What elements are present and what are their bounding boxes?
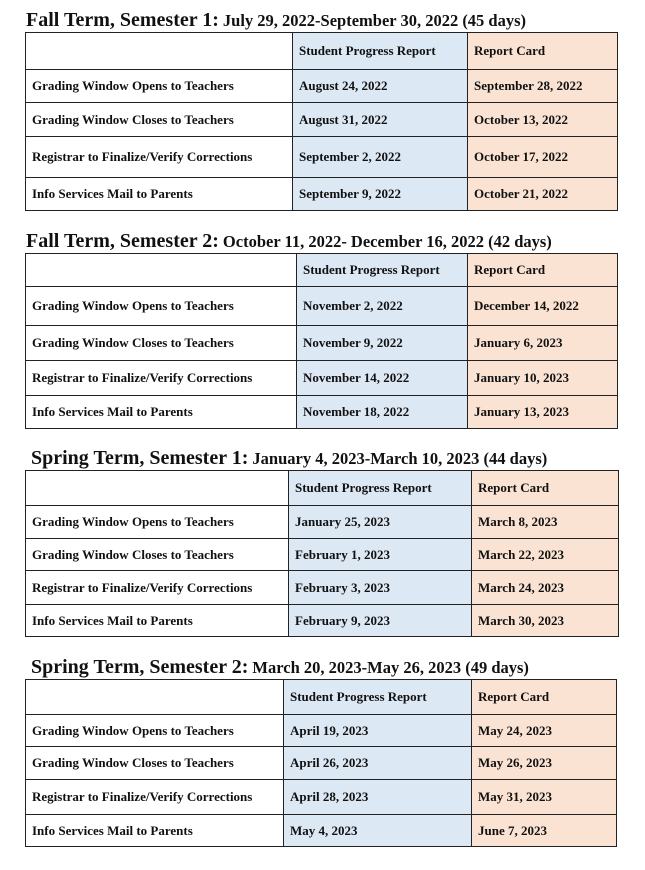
table-header-row [26, 33, 618, 70]
milestone-cell: Grading Window Closes to Teachers [26, 539, 289, 571]
term-label: Spring Term, Semester 1: [31, 447, 249, 469]
milestone-cell: Grading Window Opens to Teachers [26, 715, 284, 747]
milestone-cell: Registrar to Finalize/Verify Corrections [26, 780, 284, 815]
report-card-date-cell: March 24, 2023 [472, 571, 619, 605]
header-cell-blank [26, 254, 297, 287]
report-card-date-cell: May 26, 2023 [472, 747, 617, 780]
progress-date-cell: April 28, 2023 [284, 780, 472, 815]
report-card-date-cell: October 13, 2022 [468, 103, 618, 137]
report-card-date-cell: March 30, 2023 [472, 605, 619, 637]
progress-date-cell: September 9, 2022 [293, 178, 468, 211]
table-row [26, 571, 619, 605]
table-row [26, 815, 617, 847]
milestone-cell: Info Services Mail to Parents [26, 178, 293, 211]
table-row [26, 605, 619, 637]
milestone-cell: Grading Window Opens to Teachers [26, 506, 289, 539]
section-title-spring-sem2 [31, 657, 529, 677]
table-row [26, 780, 617, 815]
header-cell-report-card: Report Card [468, 254, 618, 287]
report-card-date-cell: June 7, 2023 [472, 815, 617, 847]
progress-date-cell: November 18, 2022 [297, 396, 468, 429]
milestone-cell: Grading Window Opens to Teachers [26, 287, 297, 326]
section-title-spring-sem1 [31, 448, 547, 468]
report-card-date-cell: January 6, 2023 [468, 326, 618, 361]
table-row [26, 178, 618, 211]
progress-date-cell: May 4, 2023 [284, 815, 472, 847]
table-row [26, 361, 618, 396]
milestone-cell: Grading Window Closes to Teachers [26, 326, 297, 361]
progress-date-cell: November 2, 2022 [297, 287, 468, 326]
report-card-date-cell: March 8, 2023 [472, 506, 619, 539]
header-cell-progress-report: Student Progress Report [289, 471, 472, 506]
term-label: Spring Term, Semester 2: [31, 656, 249, 678]
table-header-row [26, 471, 619, 506]
progress-date-cell: November 9, 2022 [297, 326, 468, 361]
table-row [26, 326, 618, 361]
report-card-date-cell: January 13, 2023 [468, 396, 618, 429]
section-title-fall-sem2 [26, 231, 552, 251]
header-cell-report-card: Report Card [472, 471, 619, 506]
header-cell-blank [26, 33, 293, 70]
schedule-table-spring-sem2 [25, 679, 617, 847]
milestone-cell: Info Services Mail to Parents [26, 605, 289, 637]
progress-date-cell: January 25, 2023 [289, 506, 472, 539]
report-card-date-cell: December 14, 2022 [468, 287, 618, 326]
report-card-date-cell: May 31, 2023 [472, 780, 617, 815]
report-card-date-cell: October 21, 2022 [468, 178, 618, 211]
schedule-table-spring-sem1 [25, 470, 619, 637]
table-row [26, 103, 618, 137]
report-card-date-cell: October 17, 2022 [468, 137, 618, 178]
table-row [26, 747, 617, 780]
table-row [26, 715, 617, 747]
report-card-date-cell: January 10, 2023 [468, 361, 618, 396]
header-cell-blank [26, 680, 284, 715]
header-cell-progress-report: Student Progress Report [293, 33, 468, 70]
progress-date-cell: August 31, 2022 [293, 103, 468, 137]
term-label: Fall Term, Semester 1: [26, 9, 219, 31]
header-cell-blank [26, 471, 289, 506]
schedule-table-fall-sem1 [25, 32, 618, 211]
table-row [26, 506, 619, 539]
progress-date-cell: February 3, 2023 [289, 571, 472, 605]
table-row [26, 287, 618, 326]
milestone-cell: Registrar to Finalize/Verify Corrections [26, 137, 293, 178]
progress-date-cell: February 9, 2023 [289, 605, 472, 637]
table-row [26, 396, 618, 429]
table-row [26, 70, 618, 103]
header-cell-progress-report: Student Progress Report [284, 680, 472, 715]
date-range: July 29, 2022-September 30, 2022 (45 days) [222, 11, 527, 30]
date-range: March 20, 2023-May 26, 2023 (49 days) [252, 658, 529, 677]
header-cell-report-card: Report Card [468, 33, 618, 70]
date-range: January 4, 2023-March 10, 2023 (44 days) [252, 449, 548, 468]
milestone-cell: Registrar to Finalize/Verify Corrections [26, 571, 289, 605]
milestone-cell: Registrar to Finalize/Verify Corrections [26, 361, 297, 396]
schedule-table-fall-sem2 [25, 253, 618, 429]
progress-date-cell: April 19, 2023 [284, 715, 472, 747]
milestone-cell: Grading Window Closes to Teachers [26, 103, 293, 137]
header-cell-report-card: Report Card [472, 680, 617, 715]
progress-date-cell: February 1, 2023 [289, 539, 472, 571]
milestone-cell: Info Services Mail to Parents [26, 396, 297, 429]
table-row [26, 539, 619, 571]
term-label: Fall Term, Semester 2: [26, 230, 219, 252]
progress-date-cell: August 24, 2022 [293, 70, 468, 103]
milestone-cell: Info Services Mail to Parents [26, 815, 284, 847]
section-title-fall-sem1 [26, 10, 526, 30]
table-header-row [26, 254, 618, 287]
date-range: October 11, 2022- December 16, 2022 (42 days) [222, 232, 552, 251]
progress-date-cell: September 2, 2022 [293, 137, 468, 178]
report-card-date-cell: March 22, 2023 [472, 539, 619, 571]
milestone-cell: Grading Window Opens to Teachers [26, 70, 293, 103]
table-header-row [26, 680, 617, 715]
milestone-cell: Grading Window Closes to Teachers [26, 747, 284, 780]
progress-date-cell: November 14, 2022 [297, 361, 468, 396]
header-cell-progress-report: Student Progress Report [297, 254, 468, 287]
progress-date-cell: April 26, 2023 [284, 747, 472, 780]
report-card-date-cell: May 24, 2023 [472, 715, 617, 747]
report-card-date-cell: September 28, 2022 [468, 70, 618, 103]
table-row [26, 137, 618, 178]
